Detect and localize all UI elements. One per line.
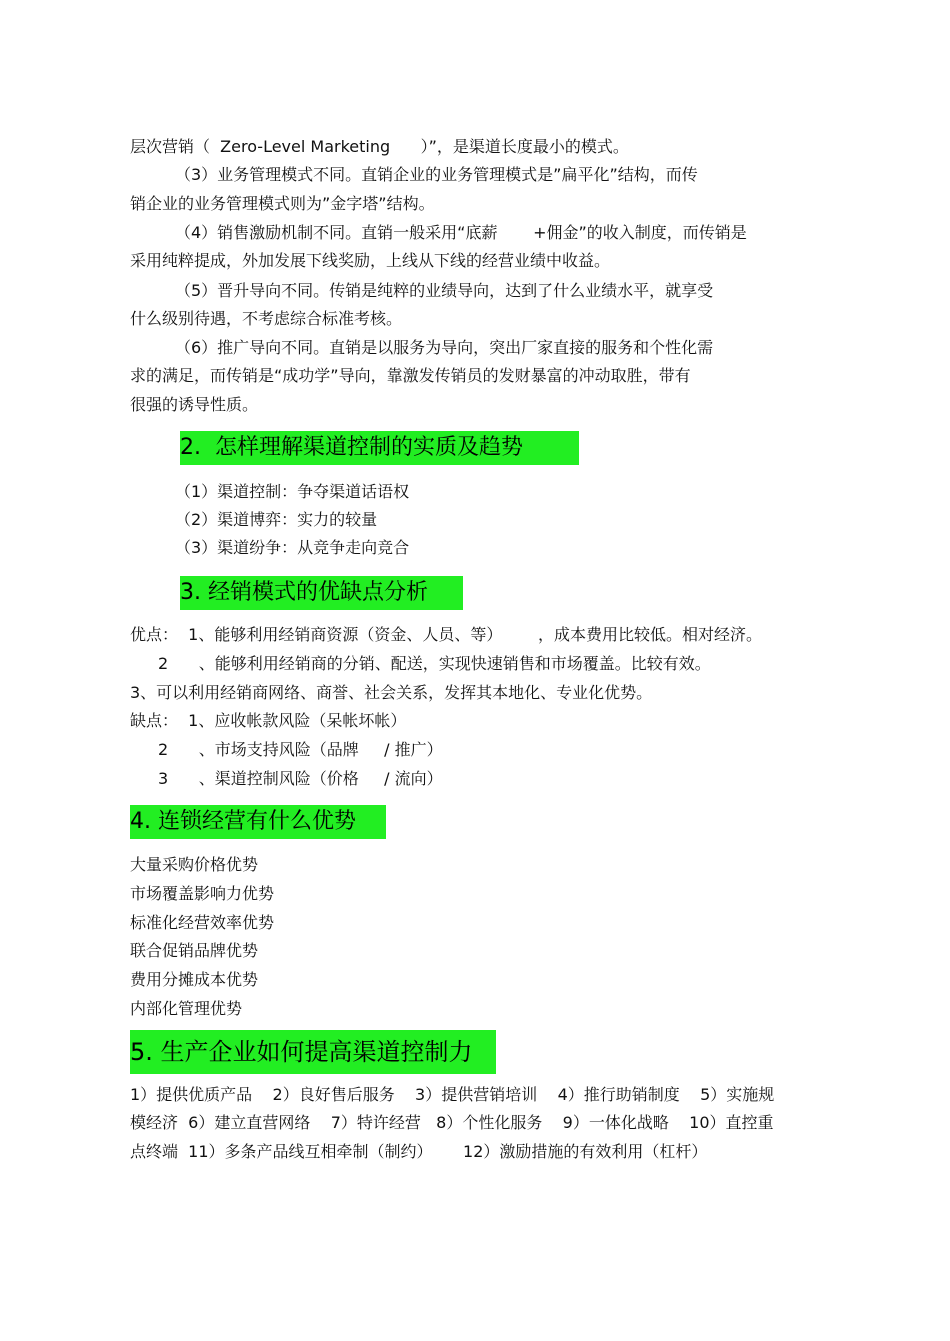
text-line: 点终端 11）多条产品线互相牵制（制约） 12）激励措施的有效利用（杠杆） bbox=[130, 1142, 708, 1161]
list-item: 3、可以利用经销商网络、商誉、社会关系，发挥其本地化、专业化优势。 bbox=[130, 683, 653, 702]
list-item: 市场覆盖影响力优势 bbox=[130, 884, 275, 903]
section-heading-5: 5. 生产企业如何提高渠道控制力 bbox=[130, 1030, 496, 1074]
list-item: 3 、渠道控制风险（价格 / 流向） bbox=[158, 769, 443, 788]
text-line: 层次营销（ Zero-Level Marketing ）”，是渠道长度最小的模式。 bbox=[130, 137, 629, 156]
list-item: 标准化经营效率优势 bbox=[130, 913, 275, 932]
text-line: 模经济 6）建立直营网络 7）特许经营 8）个性化服务 9）一体化战略 10）直控重 bbox=[130, 1113, 774, 1132]
text-line: 很强的诱导性质。 bbox=[130, 395, 259, 414]
section-heading-3: 3. 经销模式的优缺点分析 bbox=[180, 576, 463, 610]
section-heading-4: 4. 连锁经营有什么优势 bbox=[130, 805, 386, 839]
text-line: （4）销售激励机制不同。直销一般采用“底薪 +佣金”的收入制度，而传销是 bbox=[175, 223, 747, 242]
list-item: 内部化管理优势 bbox=[130, 999, 243, 1018]
text-line: 销企业的业务管理模式则为”金字塔”结构。 bbox=[130, 194, 435, 213]
list-item: 优点： 1、能够利用经销商资源（资金、人员、等） ，成本费用比较低。相对经济。 bbox=[130, 625, 762, 644]
text-line: 什么级别待遇，不考虑综合标准考核。 bbox=[130, 309, 403, 328]
list-item: 缺点： 1、应收帐款风险（呆帐坏帐） bbox=[130, 711, 407, 730]
text-line: 1）提供优质产品 2）良好售后服务 3）提供营销培训 4）推行助销制度 5）实施规 bbox=[130, 1085, 775, 1104]
list-item: （2）渠道博弈：实力的较量 bbox=[175, 510, 378, 529]
list-item: （3）渠道纷争：从竞争走向竞合 bbox=[175, 538, 410, 557]
text-line: （5）晋升导向不同。传销是纯粹的业绩导向，达到了什么业绩水平，就享受 bbox=[175, 281, 714, 300]
text-line: 求的满足，而传销是“成功学”导向，靠激发传销员的发财暴富的冲动取胜，带有 bbox=[130, 366, 691, 385]
text-line: （6）推广导向不同。直销是以服务为导向，突出厂家直接的服务和个性化需 bbox=[175, 338, 714, 357]
text-line: 采用纯粹提成，外加发展下线奖励，上线从下线的经营业绩中收益。 bbox=[130, 251, 611, 270]
list-item: （1）渠道控制：争夺渠道话语权 bbox=[175, 482, 410, 501]
list-item: 联合促销品牌优势 bbox=[130, 941, 259, 960]
list-item: 2 、市场支持风险（品牌 / 推广） bbox=[158, 740, 443, 759]
list-item: 费用分摊成本优势 bbox=[130, 970, 259, 989]
list-item: 大量采购价格优势 bbox=[130, 855, 259, 874]
text-line: （3）业务管理模式不同。直销企业的业务管理模式是”扁平化”结构，而传 bbox=[175, 165, 698, 184]
section-heading-2: 2. 怎样理解渠道控制的实质及趋势 bbox=[180, 431, 579, 465]
list-item: 2 、能够利用经销商的分销、配送，实现快速销售和市场覆盖。比较有效。 bbox=[158, 654, 711, 673]
